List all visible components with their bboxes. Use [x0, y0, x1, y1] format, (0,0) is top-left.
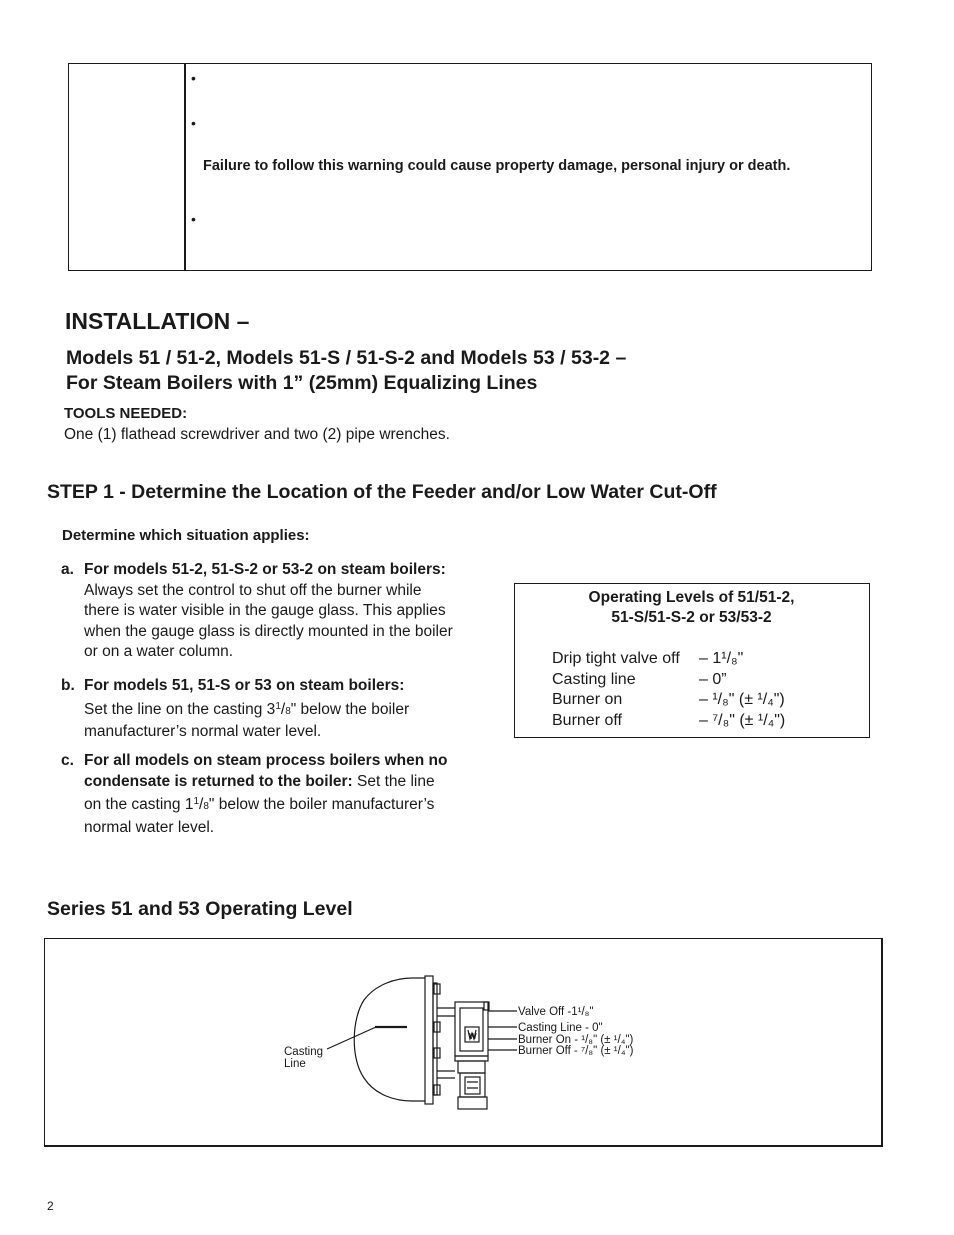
operating-level-name: Casting line — [552, 671, 636, 688]
item-line — [84, 772, 447, 793]
item-line: manufacturer’s normal water level. — [84, 723, 322, 740]
page-number: 2 — [47, 1199, 54, 1213]
item-heading: For models 51, 51-S or 53 on steam boilers: — [84, 677, 405, 694]
step1-intro: Determine which situation applies: — [62, 527, 310, 544]
operating-level-name: Burner on — [552, 691, 623, 708]
casting-line-pointer — [327, 1027, 376, 1049]
operating-level-row — [552, 649, 852, 670]
operating-level-value: – 0” — [699, 671, 727, 688]
item-body — [84, 751, 447, 838]
item-line: normal water level. — [84, 818, 215, 836]
operating-level-value: – ⁷/₈" (± ¹/₄") — [699, 712, 786, 729]
item-label: b. — [61, 677, 75, 694]
tools-needed-heading: TOOLS NEEDED: — [64, 405, 188, 422]
models-heading-line1: Models 51 / 51-2, Models 51-S / 51-S-2 and Models 53 / 53-2 – — [66, 347, 627, 369]
item-line: Set the line on the casting $3^1/8$" below the boiler — [84, 700, 410, 718]
item-body — [84, 676, 409, 743]
warning-box-divider — [184, 63, 186, 271]
item-line: or on a water column. — [84, 643, 234, 660]
item-body — [84, 560, 453, 663]
item-text: " below the boiler manufacturer’s — [208, 796, 435, 813]
casting-line-label-line1: Casting — [284, 1046, 323, 1058]
item-line: there is water visible in the gauge glass. This applies — [84, 602, 446, 619]
item-line: Always set the control to shut off the burner while — [84, 581, 422, 599]
operating-level-row — [552, 711, 852, 732]
valve-letter: W — [469, 1032, 477, 1041]
warning-bullet: • — [191, 115, 196, 131]
item-line: on the casting $1^1/8$" below the boiler manufacturer’s — [84, 796, 435, 813]
models-heading-line2: For Steam Boilers with 1” (25mm) Equalizing Lines — [66, 372, 538, 394]
item-heading: condensate is returned to the boiler: — [84, 772, 353, 790]
valve-off-label: Valve Off -1¹/₈" — [518, 1006, 594, 1018]
item-label: a. — [61, 561, 74, 578]
fraction-denominator: 8 — [203, 801, 209, 812]
warning-bullet: • — [191, 211, 196, 227]
warning-text: Failure to follow this warning could cause property damage, personal injury or death. — [203, 158, 791, 174]
burner-off-label: Burner Off - ⁷/₈" (± ¹/₄") — [518, 1045, 634, 1057]
low-water-cutoff-diagram — [280, 965, 700, 1125]
list-item — [61, 676, 501, 738]
installation-heading: INSTALLATION – — [65, 308, 250, 334]
fraction-denominator: 8 — [285, 705, 291, 717]
operating-level-row — [552, 690, 852, 711]
item-text: Set the line — [352, 772, 435, 790]
fraction-numerator: 1 — [193, 796, 200, 807]
item-text: on the casting 1 — [84, 796, 194, 813]
item-heading: For all models on steam process boilers when no — [84, 752, 448, 769]
casting-line-label — [284, 1046, 323, 1070]
operating-level-value: – 1¹/₈" — [699, 650, 744, 667]
casting-line-label-line2: Line — [284, 1058, 306, 1070]
item-line: when the gauge glass is directly mounted in the boiler — [84, 622, 453, 640]
operating-levels-title — [514, 588, 869, 628]
series-heading: Series 51 and 53 Operating Level — [47, 898, 353, 920]
operating-levels-title-line2: 51-S/51-S-2 or 53/53-2 — [611, 609, 772, 626]
casting-line-level-label: Casting Line - 0" — [518, 1022, 603, 1034]
item-label: c. — [61, 752, 74, 769]
burner-on-label: Burner On - ¹/₈" (± ¹/₄") — [518, 1034, 634, 1046]
operating-level-row — [552, 670, 852, 691]
fraction-numerator: 1 — [275, 700, 281, 712]
item-text: Set the line on the casting 3 — [84, 700, 276, 718]
warning-bullet: • — [191, 70, 196, 86]
tools-needed-text: One (1) flathead screwdriver and two (2) pipe wrenches. — [64, 426, 450, 443]
operating-levels-title-line1: Operating Levels of 51/51-2, — [588, 589, 795, 606]
list-item — [61, 560, 501, 660]
step1-heading: STEP 1 - Determine the Location of the Feeder and/or Low Water Cut-Off — [47, 481, 717, 503]
casting-flange — [425, 976, 433, 1104]
float-chamber-body — [354, 978, 425, 1101]
item-heading: For models 51-2, 51-S-2 or 53-2 on steam boilers: — [84, 561, 446, 578]
operating-level-name: Drip tight valve off — [552, 650, 680, 667]
item-text: " below the boiler — [290, 700, 410, 718]
operating-level-value: – ¹/₈" (± ¹/₄") — [699, 691, 785, 708]
list-item — [61, 751, 511, 836]
models-heading — [66, 346, 626, 396]
operating-level-name: Burner off — [552, 712, 622, 729]
